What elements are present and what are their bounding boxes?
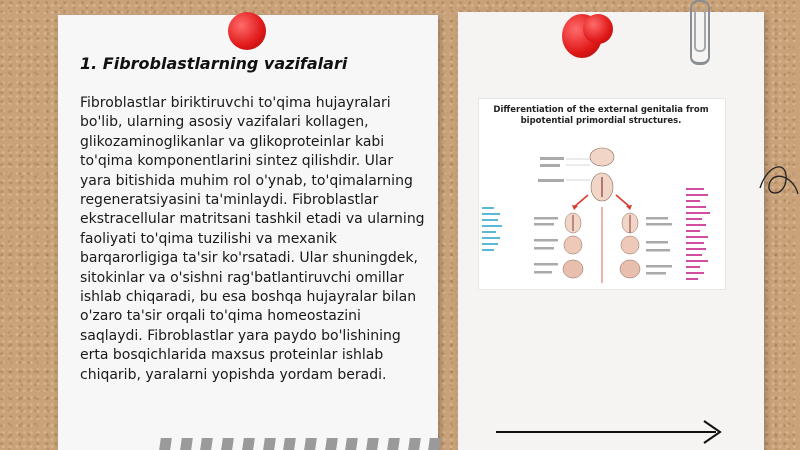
pushpin-icon — [228, 12, 266, 50]
slide-body: Fibroblastlar biriktiruvchi to'qima hujayralari bo'lib, ularning asosiy vazifalari kollagen, glikozaminoglikanlar va glikoproteinlar kabi to'qima komponentlarini sintez qilishdir. Ular yara bitishida muhim rol o'ynab, to'qimalarning regeneratsiyasini ta'minlaydi. Fibroblastlar ekstracellular matritsani tashkil etadi va ularning faoliyati to'qima tuzilishi va mexanik barqarorligiga ta'sir ko'rsatadi. Ular shuningdek, sitokinlar va o'sishni rag'batlantiruvchi omillar ishlab chiqaradi, bu esa boshqa hujayralar bilan o'zaro ta'sir orqali to'qima homeostazini saqlaydi. Fibroblastlar yara paydo bo'lishining erta bosqichlarida maxsus proteinlar ishlab chiqarib, yaralarni yopishda yordam beradi. — [80, 95, 425, 383]
tape-strip — [160, 412, 440, 450]
female-annotations — [684, 186, 720, 286]
diagram-title: Differentiation of the external genitalia from bipotential primordial structures. — [493, 105, 709, 126]
slide-title: 1. Fibroblastlarning vazifalari — [80, 54, 348, 73]
curl-doodle-icon — [758, 158, 800, 208]
paperclip-inner — [694, 8, 706, 52]
male-annotations — [478, 205, 508, 265]
arrow-right-icon — [494, 418, 726, 448]
pushpin-icon — [583, 14, 613, 44]
